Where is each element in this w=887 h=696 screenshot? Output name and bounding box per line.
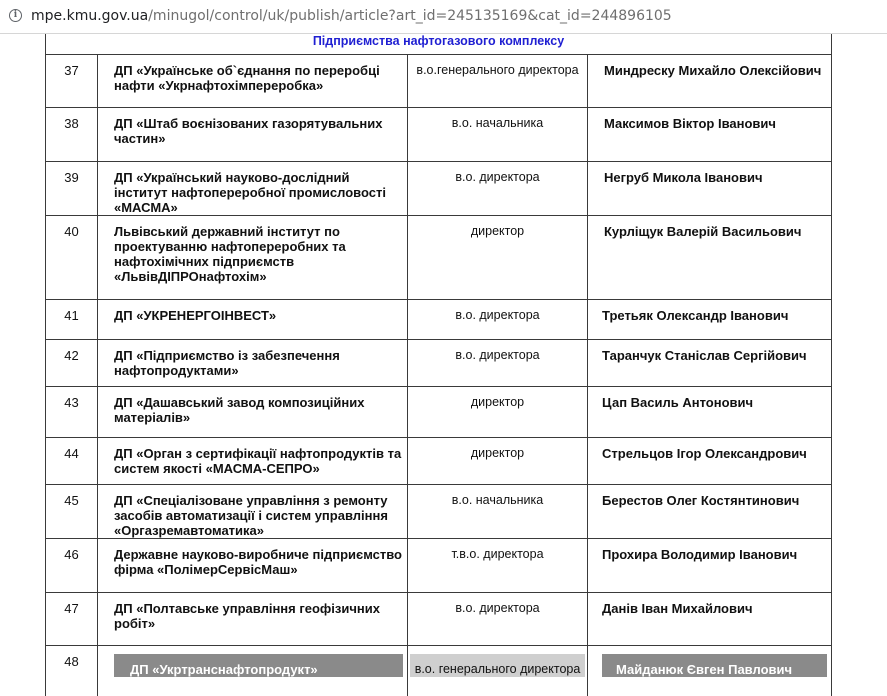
position-title: в.о. начальника — [451, 493, 544, 507]
table-row — [46, 485, 832, 539]
row-number: 48 — [64, 654, 79, 669]
url-text[interactable] — [31, 8, 672, 24]
row-number: 38 — [64, 116, 79, 131]
person-name: Курліщук Валерій Васильович — [604, 224, 802, 239]
table-row — [46, 387, 832, 438]
row-number: 46 — [64, 547, 79, 562]
highlighted-organization: ДП «Укртранснафтопродукт» — [114, 654, 403, 677]
organization-name: ДП «Штаб воєнізованих газорятувальних частин» — [114, 116, 383, 146]
position-title — [408, 646, 587, 677]
row-number: 37 — [64, 63, 79, 78]
row-number: 39 — [64, 170, 79, 185]
organization-name: ДП «Спеціалізоване управління з ремонту засобів автоматизації і систем управління «Оргазремавтоматика» — [114, 493, 388, 538]
section-title: Підприємства нафтогазового комплексу — [46, 34, 832, 55]
person-name: Негруб Микола Іванович — [604, 170, 763, 185]
person-name: Таранчук Станіслав Сергійович — [602, 348, 807, 363]
table-row — [46, 340, 832, 387]
person-name: Данів Іван Михайлович — [602, 601, 753, 616]
organization-name: Львівський державний інститут по проектуванню нафтопереробних та нафтохімічних підприємств «ЛьвівДІПРОнафтохім» — [114, 224, 346, 284]
organization-name — [98, 646, 407, 677]
table-row — [46, 162, 832, 216]
person-name: Берестов Олег Костянтинович — [602, 493, 800, 508]
row-number: 41 — [64, 308, 79, 323]
table-row — [46, 646, 832, 696]
table-row — [46, 216, 832, 300]
section-header-row — [46, 34, 832, 55]
person-name — [588, 646, 831, 677]
person-name: Миндреску Михайло Олексійович — [604, 63, 822, 78]
person-name: Третьяк Олександр Іванович — [602, 308, 789, 323]
person-name: Стрельцов Ігор Олександрович — [602, 446, 807, 461]
table-row — [46, 593, 832, 646]
row-number: 47 — [64, 601, 79, 616]
position-title: директор — [470, 395, 525, 409]
organization-name: ДП «Полтавське управління геофізичних робіт» — [114, 601, 380, 631]
person-name: Прохира Володимир Іванович — [602, 547, 798, 562]
position-title: директор — [470, 224, 525, 238]
table-row — [46, 539, 832, 593]
organization-name: ДП «УКРЕНЕРГОІНВЕСТ» — [114, 308, 277, 323]
row-number: 44 — [64, 446, 79, 461]
highlighted-person-name: Майданюк Євген Павлович — [602, 654, 827, 677]
position-title: в.о. начальника — [451, 116, 544, 130]
organization-name: Державне науково-виробниче підприємство фірма «ПолімерСервісМаш» — [114, 547, 402, 577]
row-number: 43 — [64, 395, 79, 410]
table-row — [46, 108, 832, 162]
organization-name: ДП «Український науково-дослідний інститут нафтопереробної промисловості «МАСМА» — [114, 170, 386, 215]
row-number: 45 — [64, 493, 79, 508]
row-number: 42 — [64, 348, 79, 363]
url-host: mpe.kmu.gov.ua — [31, 8, 149, 24]
row-number: 40 — [64, 224, 79, 239]
table-row — [46, 438, 832, 485]
position-title: в.о. директора — [455, 308, 540, 322]
info-icon[interactable]: i — [9, 9, 22, 22]
table-row — [46, 55, 832, 108]
officials-table — [45, 34, 832, 696]
position-title: т.в.о. директора — [451, 547, 544, 561]
position-title: директор — [470, 446, 525, 460]
position-title: в.о. директора — [455, 601, 540, 615]
page-content — [0, 34, 887, 696]
organization-name: ДП «Українське об`єднання по переробці нафти «Укрнафтохімпереробка» — [114, 63, 380, 93]
position-title: в.о. директора — [455, 348, 540, 362]
organization-name: ДП «Дашавський завод композиційних матеріалів» — [114, 395, 365, 425]
person-name: Цап Василь Антонович — [602, 395, 754, 410]
person-name: Максимов Віктор Іванович — [604, 116, 776, 131]
organization-name: ДП «Підприємство із забезпечення нафтопродуктами» — [114, 348, 340, 378]
url-path: /minugol/control/uk/publish/article?art_id=245135169&cat_id=244896105 — [148, 8, 672, 24]
table-row — [46, 300, 832, 340]
position-title: в.о.генерального директора — [416, 63, 579, 77]
highlighted-position: в.о. генерального директора — [410, 654, 585, 677]
organization-name: ДП «Орган з сертифікації нафтопродуктів та систем якості «МАСМА-СЕПРО» — [114, 446, 402, 476]
address-bar[interactable] — [0, 0, 887, 34]
position-title: в.о. директора — [455, 170, 540, 184]
